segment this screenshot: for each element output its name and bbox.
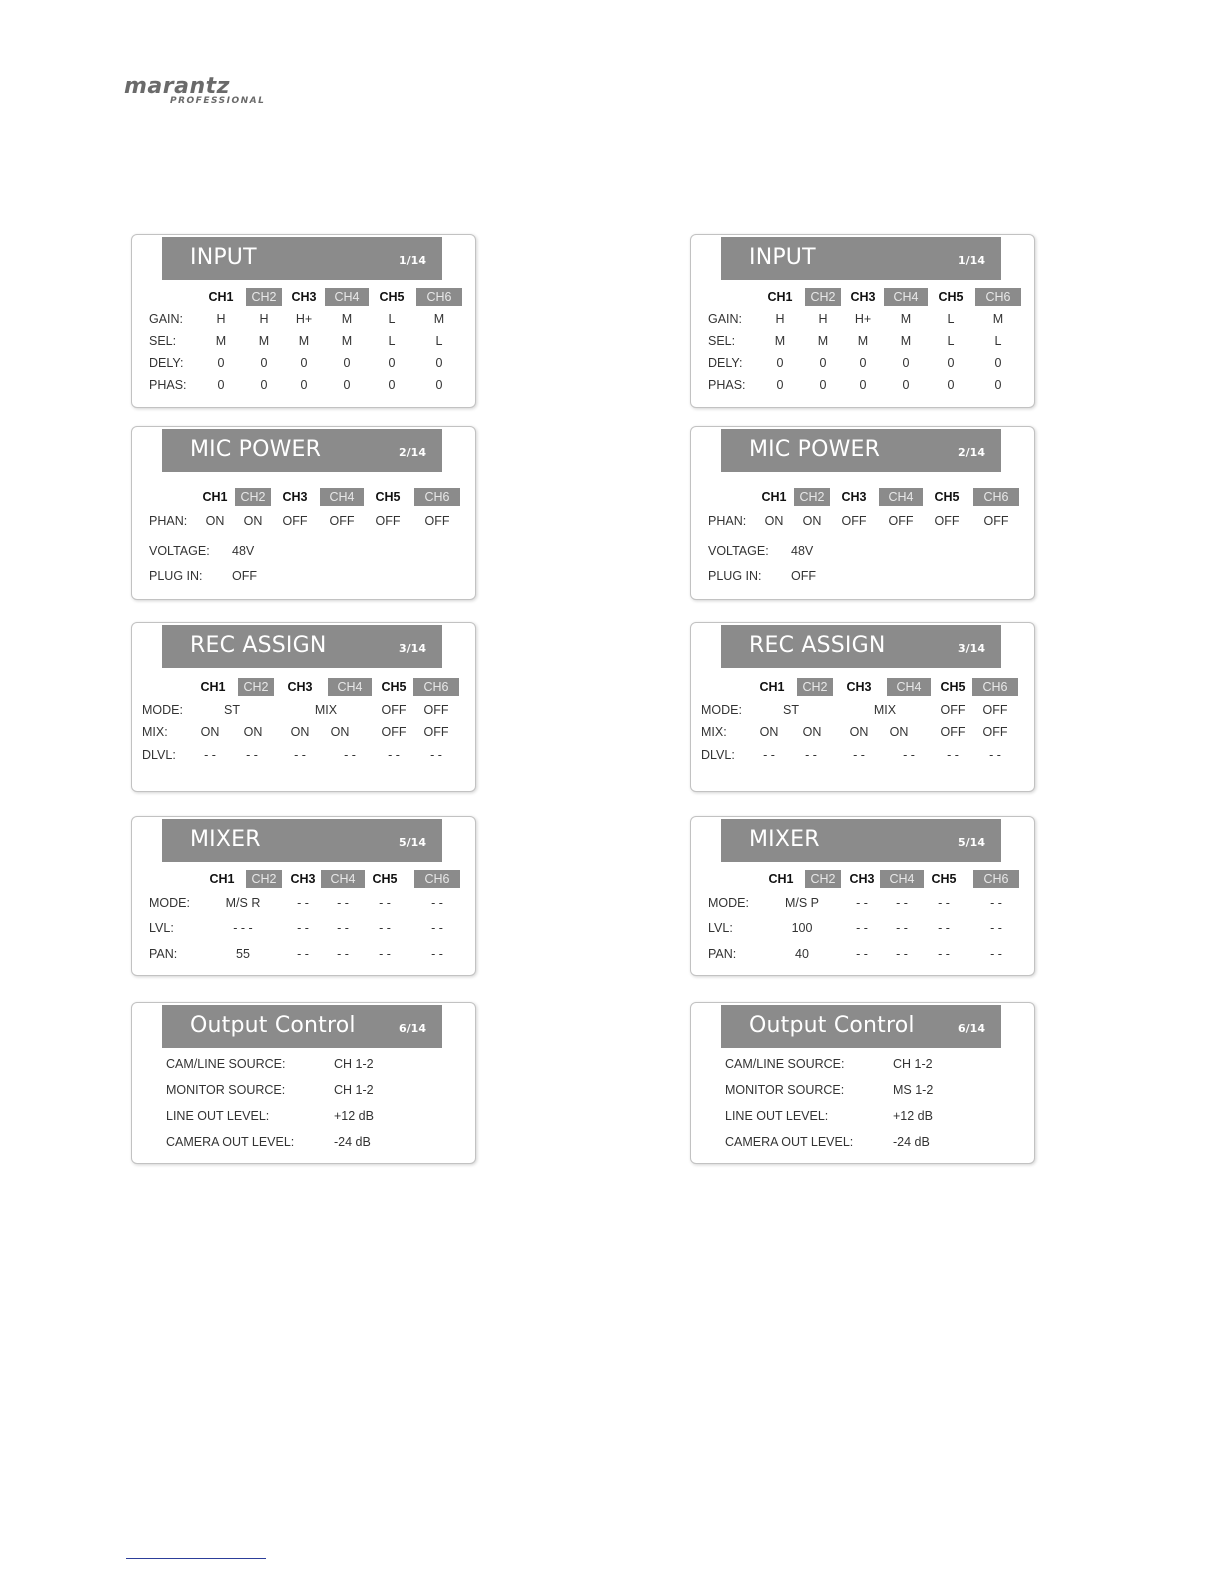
channel-header-ch2: CH2 [246, 288, 282, 306]
channel-header-ch1: CH1 [209, 872, 235, 886]
mixer-lvl-value: - - [297, 921, 309, 935]
rec-mix-value: ON [889, 725, 909, 739]
mixer-pan-value: - - [896, 947, 908, 961]
input-value: 0 [435, 378, 443, 392]
mixer-mode-value: - - [938, 896, 950, 910]
mixer-pan-value: - - [297, 947, 309, 961]
input-row-label: DELY: [708, 356, 743, 370]
channel-header-ch1: CH1 [208, 290, 234, 304]
mixer-pan-value: - - [990, 947, 1002, 961]
mixer-mode-value: - - [297, 896, 309, 910]
mic-power-screen [690, 426, 1035, 600]
rec-mix-value: ON [290, 725, 310, 739]
input-value: 0 [859, 356, 867, 370]
input-value: M [817, 334, 829, 348]
input-row-label: PHAS: [149, 378, 187, 392]
channel-header-ch4: CH4 [325, 288, 369, 306]
channel-header-ch6: CH6 [413, 678, 459, 696]
mixer-pan-value: 40 [795, 947, 809, 961]
screen-page-number: 1/14 [958, 254, 985, 267]
phantom-value: OFF [375, 514, 401, 528]
output-row-value: CH 1-2 [334, 1057, 374, 1071]
output-control-screen [690, 1002, 1035, 1164]
mixer-screen [131, 816, 476, 976]
rec-dlvl-value: - - [853, 748, 865, 762]
output-row-value: -24 dB [334, 1135, 371, 1149]
input-value: 0 [819, 356, 827, 370]
mixer-screen [690, 816, 1035, 976]
input-value: M [433, 312, 445, 326]
voltage-value: 48V [791, 544, 814, 558]
mixer-pan-value: - - [379, 947, 391, 961]
rec-dlvl-value: - - [246, 748, 258, 762]
phantom-value: ON [205, 514, 225, 528]
channel-header-ch2: CH2 [238, 678, 274, 696]
input-row-label: GAIN: [149, 312, 184, 326]
channel-header-ch1: CH1 [761, 490, 787, 504]
rec-assign-screen [690, 622, 1035, 792]
column-left [131, 0, 476, 1584]
input-value: M [992, 312, 1004, 326]
rec-mode-value: ST [783, 703, 799, 717]
channel-header-ch4: CH4 [321, 870, 365, 888]
input-value: L [947, 334, 955, 348]
mixer-lvl-value: 100 [791, 921, 813, 935]
output-row-value: CH 1-2 [893, 1057, 933, 1071]
mix-label: MIX: [701, 725, 727, 739]
input-value: 0 [994, 378, 1002, 392]
input-screen [690, 234, 1035, 408]
mixer-lvl-value: - - [337, 921, 349, 935]
input-value: 0 [260, 356, 268, 370]
voltage-label: VOLTAGE: [708, 544, 769, 558]
output-row-label: LINE OUT LEVEL: [725, 1109, 829, 1123]
channel-header-ch6: CH6 [972, 678, 1018, 696]
input-value: 0 [435, 356, 443, 370]
rec-mode-value: OFF [381, 703, 407, 717]
channel-header-ch2: CH2 [797, 678, 833, 696]
mixer-pan-value: - - [938, 947, 950, 961]
mixer-pan-label: PAN: [149, 947, 178, 961]
screen-header [721, 1005, 1001, 1048]
input-value: 0 [217, 356, 225, 370]
mixer-lvl-label: LVL: [149, 921, 174, 935]
screen-header [162, 429, 442, 472]
mixer-lvl-value: - - [431, 921, 443, 935]
mixer-mode-value: - - [379, 896, 391, 910]
rec-dlvl-value: - - [344, 748, 356, 762]
mixer-lvl-value: - - [379, 921, 391, 935]
mix-label: MIX: [142, 725, 168, 739]
plug-in-value: OFF [232, 569, 257, 583]
channel-header-ch3: CH3 [846, 680, 872, 694]
channel-header-ch1: CH1 [202, 490, 228, 504]
rec-mix-value: ON [200, 725, 220, 739]
screen-header [162, 819, 442, 862]
input-value: 0 [947, 356, 955, 370]
rec-mix-value: ON [802, 725, 822, 739]
input-value: L [435, 334, 443, 348]
channel-header-ch2: CH2 [235, 488, 271, 506]
mixer-mode-value: - - [990, 896, 1002, 910]
input-value: 0 [776, 356, 784, 370]
channel-header-ch1: CH1 [768, 872, 794, 886]
channel-header-ch5: CH5 [381, 680, 407, 694]
channel-header-ch1: CH1 [759, 680, 785, 694]
input-value: H [216, 312, 226, 326]
output-row-label: MONITOR SOURCE: [725, 1083, 845, 1097]
input-value: M [900, 334, 912, 348]
channel-header-ch4: CH4 [879, 488, 923, 506]
input-value: H+ [295, 312, 313, 326]
input-row-label: SEL: [708, 334, 736, 348]
output-row-label: CAMERA OUT LEVEL: [166, 1135, 295, 1149]
phantom-label: PHAN: [708, 514, 747, 528]
dlvl-label: DLVL: [142, 748, 176, 762]
screen-header [162, 1005, 442, 1048]
channel-header-ch3: CH3 [290, 872, 316, 886]
input-value: 0 [300, 356, 308, 370]
mixer-pan-value: - - [856, 947, 868, 961]
input-row-label: GAIN: [708, 312, 743, 326]
screen-title: REC ASSIGN [749, 633, 886, 658]
mixer-mode-value: M/S R [225, 896, 261, 910]
channel-header-ch1: CH1 [767, 290, 793, 304]
rec-dlvl-value: - - [204, 748, 216, 762]
screen-title: Output Control [190, 1013, 356, 1038]
channel-header-ch6: CH6 [416, 288, 462, 306]
phantom-value: ON [764, 514, 784, 528]
screen-title: MIXER [190, 827, 261, 852]
screen-title: MIXER [749, 827, 820, 852]
channel-header-ch4: CH4 [880, 870, 924, 888]
output-row-label: LINE OUT LEVEL: [166, 1109, 270, 1123]
screen-header [162, 625, 442, 668]
input-value: M [215, 334, 227, 348]
mixer-mode-value: M/S P [784, 896, 820, 910]
channel-header-ch5: CH5 [372, 872, 398, 886]
input-value: 0 [217, 378, 225, 392]
screen-page-number: 3/14 [399, 642, 426, 655]
phantom-value: OFF [983, 514, 1009, 528]
footer-rule [126, 1558, 266, 1559]
input-value: 0 [994, 356, 1002, 370]
rec-assign-screen [131, 622, 476, 792]
screen-page-number: 2/14 [958, 446, 985, 459]
mixer-pan-value: 55 [236, 947, 250, 961]
mixer-mode-value: - - [856, 896, 868, 910]
channel-header-ch3: CH3 [841, 490, 867, 504]
input-value: M [341, 312, 353, 326]
input-value: 0 [776, 378, 784, 392]
output-control-screen [131, 1002, 476, 1164]
screen-page-number: 1/14 [399, 254, 426, 267]
input-value: 0 [388, 356, 396, 370]
screen-page-number: 2/14 [399, 446, 426, 459]
channel-header-ch5: CH5 [938, 290, 964, 304]
rec-dlvl-value: - - [388, 748, 400, 762]
screen-header [721, 819, 1001, 862]
output-row-label: CAM/LINE SOURCE: [166, 1057, 286, 1071]
mixer-lvl-value: - - [856, 921, 868, 935]
mixer-lvl-value: - - [938, 921, 950, 935]
screen-title: INPUT [190, 245, 257, 270]
channel-header-ch3: CH3 [849, 872, 875, 886]
brand-subtitle: PROFESSIONAL [170, 96, 266, 106]
channel-header-ch3: CH3 [291, 290, 317, 304]
screen-header [162, 237, 442, 280]
input-row-label: SEL: [149, 334, 177, 348]
plug-in-label: PLUG IN: [708, 569, 762, 583]
channel-header-ch2: CH2 [246, 870, 282, 888]
channel-header-ch3: CH3 [287, 680, 313, 694]
output-row-value: MS 1-2 [893, 1083, 934, 1097]
phantom-label: PHAN: [149, 514, 188, 528]
input-value: 0 [300, 378, 308, 392]
screen-title: INPUT [749, 245, 816, 270]
channel-header-ch6: CH6 [414, 870, 460, 888]
output-row-label: CAM/LINE SOURCE: [725, 1057, 845, 1071]
voltage-label: VOLTAGE: [149, 544, 210, 558]
column-right [690, 0, 1035, 1584]
input-value: 0 [343, 356, 351, 370]
input-value: H [775, 312, 785, 326]
output-row-label: MONITOR SOURCE: [166, 1083, 286, 1097]
mixer-mode-label: MODE: [708, 896, 749, 910]
screen-page-number: 6/14 [958, 1022, 985, 1035]
rec-mix-value: ON [330, 725, 350, 739]
mixer-mode-label: MODE: [149, 896, 190, 910]
input-row-label: PHAS: [708, 378, 746, 392]
plug-in-value: OFF [791, 569, 816, 583]
rec-mode-value: OFF [982, 703, 1008, 717]
input-value: H+ [854, 312, 872, 326]
channel-header-ch6: CH6 [414, 488, 460, 506]
input-value: 0 [343, 378, 351, 392]
input-value: L [388, 334, 396, 348]
mixer-pan-label: PAN: [708, 947, 737, 961]
input-value: L [388, 312, 396, 326]
channel-header-ch5: CH5 [931, 872, 957, 886]
mixer-lvl-value: - - - [233, 921, 253, 935]
screen-header [721, 237, 1001, 280]
brand-name: marantz [124, 74, 230, 99]
rec-dlvl-value: - - [763, 748, 775, 762]
channel-header-ch3: CH3 [282, 490, 308, 504]
channel-header-ch4: CH4 [887, 678, 931, 696]
dlvl-label: DLVL: [701, 748, 735, 762]
channel-header-ch4: CH4 [328, 678, 372, 696]
phantom-value: OFF [841, 514, 867, 528]
screen-header [721, 429, 1001, 472]
rec-dlvl-value: - - [805, 748, 817, 762]
screen-title: Output Control [749, 1013, 915, 1038]
rec-mix-value: OFF [381, 725, 407, 739]
input-row-label: DELY: [149, 356, 184, 370]
phantom-value: OFF [934, 514, 960, 528]
rec-mix-value: ON [243, 725, 263, 739]
phantom-value: ON [243, 514, 263, 528]
rec-mode-value: MIX [873, 703, 897, 717]
input-screen [131, 234, 476, 408]
output-row-value: CH 1-2 [334, 1083, 374, 1097]
channel-header-ch4: CH4 [884, 288, 928, 306]
input-value: 0 [859, 378, 867, 392]
screen-page-number: 6/14 [399, 1022, 426, 1035]
input-value: M [900, 312, 912, 326]
channel-header-ch5: CH5 [379, 290, 405, 304]
rec-dlvl-value: - - [430, 748, 442, 762]
mode-label: MODE: [701, 703, 742, 717]
screen-title: MIC POWER [190, 437, 322, 462]
channel-header-ch2: CH2 [794, 488, 830, 506]
input-value: M [258, 334, 270, 348]
phantom-value: OFF [329, 514, 355, 528]
mixer-mode-value: - - [896, 896, 908, 910]
rec-mix-value: OFF [940, 725, 966, 739]
plug-in-label: PLUG IN: [149, 569, 203, 583]
screen-page-number: 3/14 [958, 642, 985, 655]
phantom-value: OFF [888, 514, 914, 528]
phantom-value: ON [802, 514, 822, 528]
input-value: H [818, 312, 828, 326]
screen-page-number: 5/14 [958, 836, 985, 849]
rec-mode-value: ST [224, 703, 240, 717]
channel-header-ch3: CH3 [850, 290, 876, 304]
mixer-lvl-label: LVL: [708, 921, 733, 935]
input-value: L [947, 312, 955, 326]
input-value: M [857, 334, 869, 348]
rec-mix-value: OFF [423, 725, 449, 739]
input-value: 0 [260, 378, 268, 392]
channel-header-ch4: CH4 [320, 488, 364, 506]
output-row-value: +12 dB [893, 1109, 933, 1123]
channel-header-ch6: CH6 [975, 288, 1021, 306]
channel-header-ch1: CH1 [200, 680, 226, 694]
output-row-label: CAMERA OUT LEVEL: [725, 1135, 854, 1149]
rec-mix-value: OFF [982, 725, 1008, 739]
voltage-value: 48V [232, 544, 255, 558]
mixer-lvl-value: - - [990, 921, 1002, 935]
rec-mix-value: ON [759, 725, 779, 739]
channel-header-ch2: CH2 [805, 288, 841, 306]
mode-label: MODE: [142, 703, 183, 717]
channel-header-ch2: CH2 [805, 870, 841, 888]
input-value: 0 [902, 356, 910, 370]
input-value: M [298, 334, 310, 348]
output-row-value: -24 dB [893, 1135, 930, 1149]
channel-header-ch6: CH6 [973, 488, 1019, 506]
input-value: H [259, 312, 269, 326]
output-row-value: +12 dB [334, 1109, 374, 1123]
input-value: L [994, 334, 1002, 348]
screen-page-number: 5/14 [399, 836, 426, 849]
channel-header-ch5: CH5 [375, 490, 401, 504]
mixer-pan-value: - - [337, 947, 349, 961]
input-value: M [341, 334, 353, 348]
mixer-pan-value: - - [431, 947, 443, 961]
channel-header-ch5: CH5 [940, 680, 966, 694]
input-value: 0 [902, 378, 910, 392]
rec-mix-value: ON [849, 725, 869, 739]
input-value: 0 [947, 378, 955, 392]
mixer-mode-value: - - [337, 896, 349, 910]
mic-power-screen [131, 426, 476, 600]
channel-header-ch5: CH5 [934, 490, 960, 504]
rec-mode-value: MIX [314, 703, 338, 717]
rec-mode-value: OFF [423, 703, 449, 717]
screen-title: REC ASSIGN [190, 633, 327, 658]
screen-header [721, 625, 1001, 668]
channel-header-ch6: CH6 [973, 870, 1019, 888]
input-value: 0 [388, 378, 396, 392]
mixer-mode-value: - - [431, 896, 443, 910]
rec-dlvl-value: - - [903, 748, 915, 762]
input-value: M [774, 334, 786, 348]
rec-dlvl-value: - - [989, 748, 1001, 762]
input-value: 0 [819, 378, 827, 392]
mixer-lvl-value: - - [896, 921, 908, 935]
rec-mode-value: OFF [940, 703, 966, 717]
phantom-value: OFF [424, 514, 450, 528]
rec-dlvl-value: - - [947, 748, 959, 762]
rec-dlvl-value: - - [294, 748, 306, 762]
phantom-value: OFF [282, 514, 308, 528]
screen-title: MIC POWER [749, 437, 881, 462]
